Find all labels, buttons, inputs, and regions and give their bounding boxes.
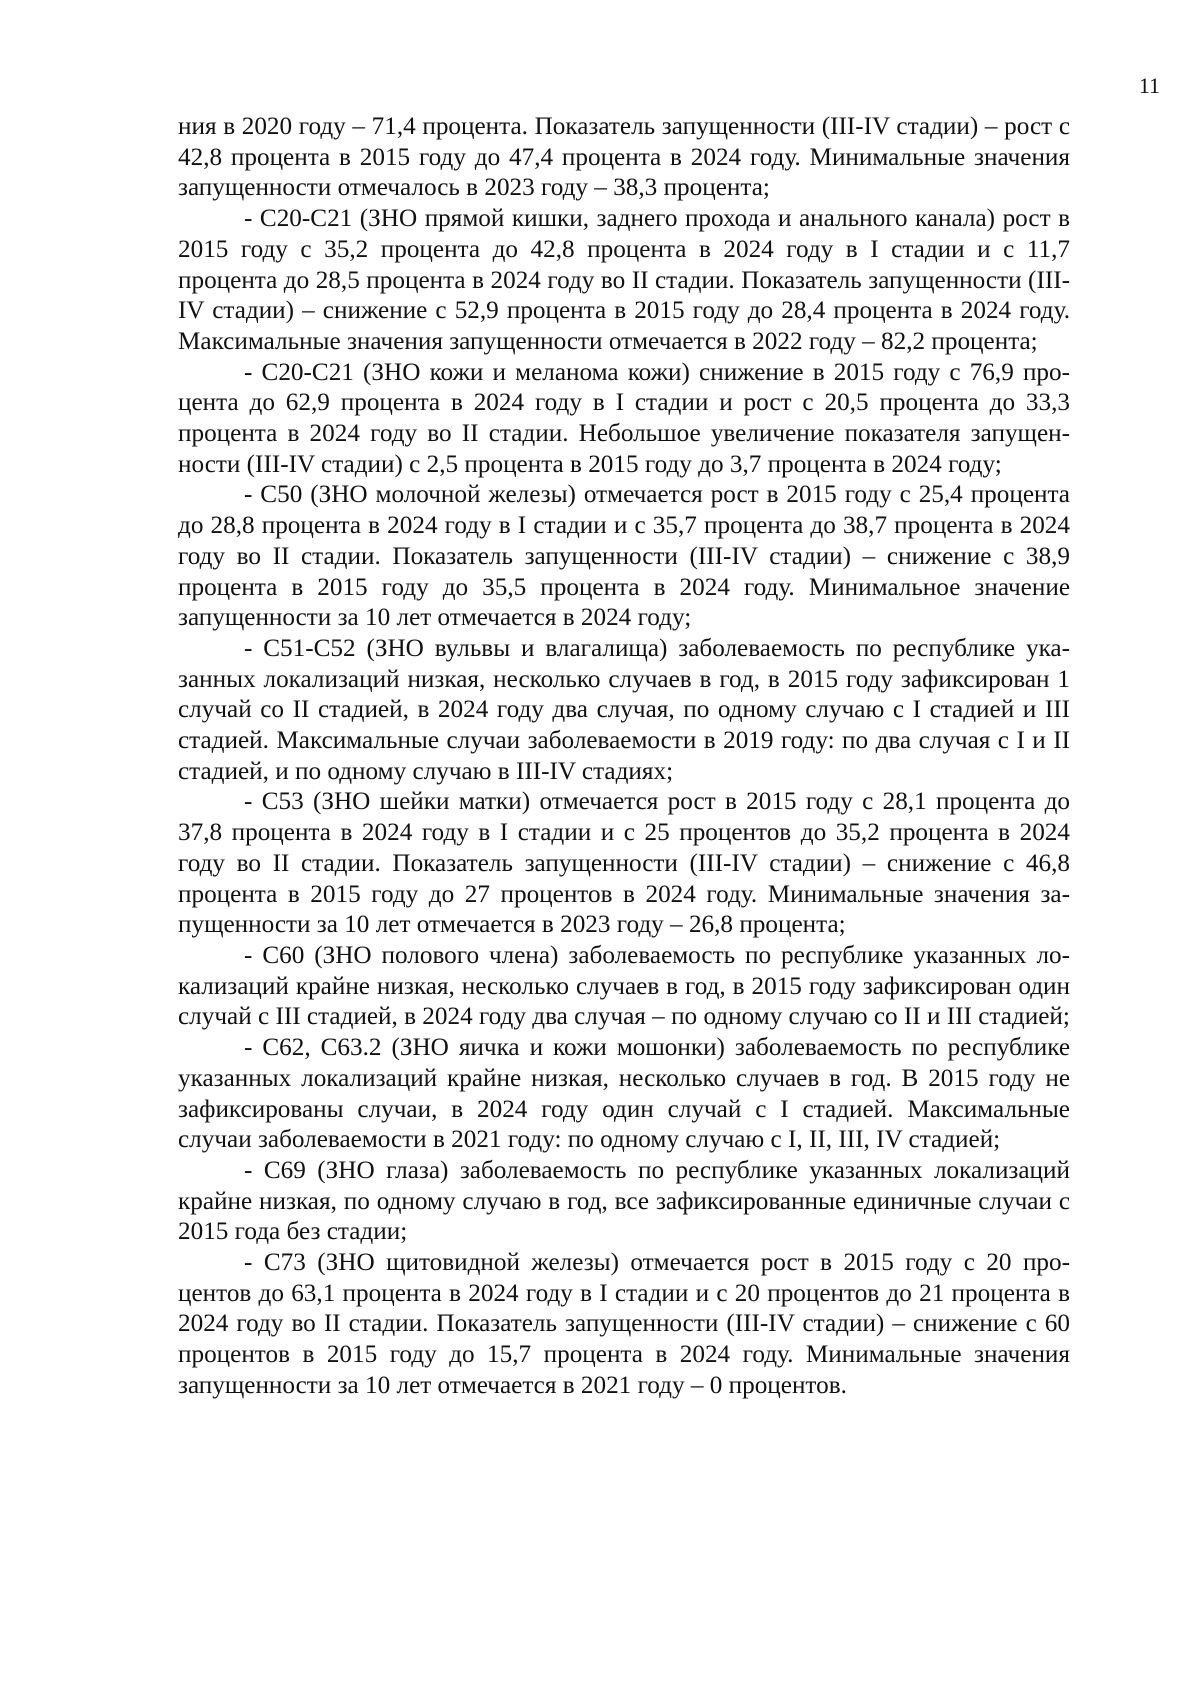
paragraph-c20-c21-skin: - С20-С21 (ЗНО кожи и меланома кожи) снижение в 2015 году с 76,9 процента до 62,9 процента в 2024 году в I стадии и рост с 20,5 процента до 33,3 процента в 2024 году во II стадии. Небольшое увеличение показателя запущенности (III-IV стадии) с 2,5 процента в 2015 году до 3,7 процента в 2024 году; [178,358,1070,478]
page-number: 11 [1138,73,1160,98]
document-body [178,112,1070,1402]
paragraph-c69-eye: - С69 (ЗНО глаза) заболеваемость по республике указанных локализаций крайне низкая, по одному случаю в год, все зафиксированные единичные случаи с 2015 года без стадии; [178,1156,1070,1246]
paragraph-continuation: ния в 2020 году – 71,4 процента. Показатель запущенности (III-IV стадии) – рост с 42,8 процента в 2015 году до 47,4 процента в 2024 году. Минимальные значения запущенности отмечалось в 2023 году – 38,3 процента; [178,113,1070,202]
paragraph-c51-c52-vulva: - С51-С52 (ЗНО вульвы и влагалища) заболеваемость по республике указанных локализаций низкая, несколько случаев в год, в 2015 году зафиксирован 1 случай со II стадией, в 2024 году два случая, по одному случаю с I стадией и III стадией. Максимальные случаи заболеваемости в 2019 году: по два случая с I и II стадией, и по одному случаю в III-IV стадиях; [178,634,1070,785]
paragraph-c50-breast: - С50 (ЗНО молочной железы) отмечается рост в 2015 году с 25,4 процента до 28,8 процента в 2024 году в I стадии и с 35,7 процента до 38,7 процента в 2024 году во II стадии. Показатель запущенности (III-IV стадии) – снижение с 38,9 процента в 2015 году до 35,5 процента в 2024 году. Минимальное значение запущенности за 10 лет отмечается в 2024 году; [178,481,1070,632]
paragraph-c60-penis: - С60 (ЗНО полового члена) заболеваемость по республике указанных локализаций крайне низкая, несколько случаев в год, в 2015 году зафиксирован один случай с III стадией, в 2024 году два случая – по одному случаю со II и III стадией; [178,941,1070,1031]
paragraph-c62-c63-testis: - С62, С63.2 (ЗНО яичка и кожи мошонки) заболеваемость по республике указанных локализаций крайне низкая, несколько случаев в год. В 2015 году не зафиксированы случаи, в 2024 году один случай с I стадией. Максимальные случаи заболеваемости в 2021 году: по одному случаю с I, II, III, IV стадией; [178,1034,1070,1154]
paragraph-c73-thyroid: - С73 (ЗНО щитовидной железы) отмечается рост в 2015 году с 20 процентов до 63,1 процента в 2024 году в I стадии и с 20 процентов до 21 процента в 2024 году во II стадии. Показатель запущенности (III-IV стадии) – снижение с 60 процентов в 2015 году до 15,7 процента в 2024 году. Минимальные значения запущенности за 10 лет отмечается в 2021 году – 0 процентов. [178,1249,1070,1399]
paragraph-c20-c21-rectum: - С20-С21 (ЗНО прямой кишки, заднего прохода и анального канала) рост в 2015 году с 35,2 процента до 42,8 процента в 2024 году в I стадии и с 11,7 процента до 28,5 процента в 2024 году во II стадии. Показатель запущенности (III-IV стадии) – снижение с 52,9 процента в 2015 году до 28,4 процента в 2024 году. Максимальные значения запущенности отмечается в 2022 году – 82,2 процента; [178,205,1070,355]
paragraph-c53-cervix: - С53 (ЗНО шейки матки) отмечается рост в 2015 году с 28,1 процента до 37,8 процента в 2024 году в I стадии и с 25 процентов до 35,2 процента в 2024 году во II стадии. Показатель запущенности (III-IV стадии) – снижение с 46,8 процента в 2015 году до 27 процентов в 2024 году. Минимальные значения запущенности за 10 лет отмечается в 2023 году – 26,8 процента; [178,788,1070,939]
